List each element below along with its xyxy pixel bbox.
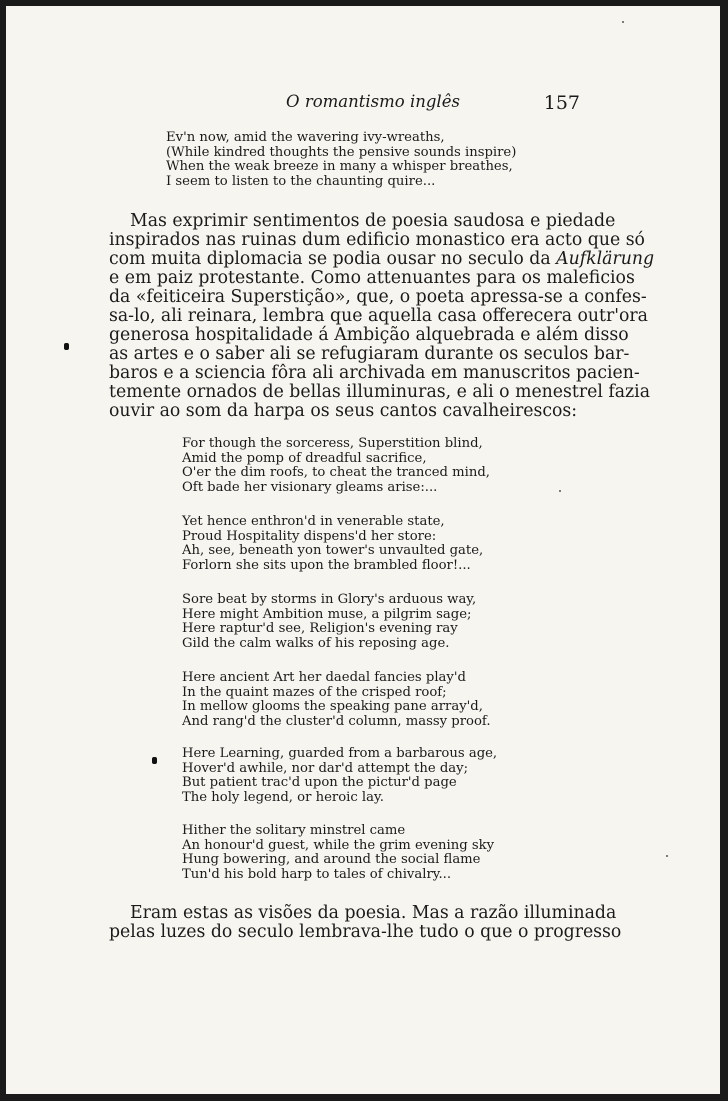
verse-line: For though the sorceress, Superstition blind, bbox=[182, 436, 483, 451]
paragraph-line: inspirados nas ruinas dum edificio monastico era acto que só bbox=[109, 230, 645, 250]
verse-line: The holy legend, or heroic lay. bbox=[182, 789, 384, 805]
paper-speck bbox=[559, 490, 561, 492]
paper-speck bbox=[666, 855, 668, 857]
poem-stanza bbox=[182, 515, 483, 573]
verse-line: Here raptur'd see, Religion's evening ray bbox=[182, 621, 458, 636]
paragraph-2 bbox=[109, 903, 622, 942]
verse-line: Proud Hospitality dispens'd her store: bbox=[182, 528, 437, 544]
verse-line: O'er the dim roofs, to cheat the tranced mind, bbox=[182, 465, 490, 480]
verse-line: Gild the calm walks of his reposing age. bbox=[182, 635, 450, 651]
paper-speck bbox=[622, 21, 624, 23]
paragraph-line: temente ornados de bellas illuminuras, e ali o menestrel fazia bbox=[109, 382, 650, 402]
italic-term: Aufklärung bbox=[556, 249, 655, 269]
ink-blot bbox=[64, 343, 69, 350]
paragraph-1 bbox=[109, 211, 655, 421]
poem-stanza bbox=[182, 747, 497, 805]
verse-line: Here might Ambition muse, a pilgrim sage; bbox=[182, 606, 472, 622]
quote-line: Ev'n now, amid the wavering ivy-wreaths, bbox=[166, 130, 445, 145]
paragraph-line: pelas luzes do seculo lembrava-lhe tudo o que o progresso bbox=[109, 922, 622, 942]
paragraph-line: as artes e o saber ali se refugiaram durante os seculos bar- bbox=[109, 344, 630, 364]
page-number: 157 bbox=[543, 92, 580, 114]
paragraph-line: baros e a sciencia fôra ali archivada em manuscritos pacien- bbox=[109, 363, 640, 383]
verse-line: In mellow glooms the speaking pane array'd, bbox=[182, 699, 483, 714]
running-header bbox=[6, 92, 720, 116]
verse-line: And rang'd the cluster'd column, massy proof. bbox=[182, 713, 491, 729]
poem-stanza bbox=[182, 824, 494, 882]
verse-line: Hover'd awhile, nor dar'd attempt the day; bbox=[182, 760, 469, 776]
verse-line: Forlorn she sits upon the brambled floor!... bbox=[182, 557, 471, 573]
verse-line: An honour'd guest, while the grim evening sky bbox=[182, 837, 495, 853]
verse-line: Amid the pomp of dreadful sacrifice, bbox=[182, 450, 427, 466]
paragraph-line: da «feiticeira Superstição», que, o poeta apressa-se a confes- bbox=[109, 287, 647, 307]
paragraph-line: ouvir ao som da harpa os seus cantos cavalheirescos: bbox=[109, 401, 578, 421]
chapter-title: O romantismo inglês bbox=[286, 92, 460, 111]
poem-stanza bbox=[182, 671, 491, 729]
book-page bbox=[6, 6, 720, 1094]
paragraph-line: Eram estas as visões da poesia. Mas a razão illuminada bbox=[130, 903, 617, 923]
quote-line: When the weak breeze in many a whisper breathes, bbox=[166, 159, 513, 175]
verse-line: Hither the solitary minstrel came bbox=[182, 823, 406, 838]
paragraph-line: Mas exprimir sentimentos de poesia saudosa e piedade bbox=[130, 211, 616, 231]
quote-line: (While kindred thoughts the pensive sounds inspire) bbox=[166, 144, 517, 160]
poem-stanza bbox=[182, 593, 476, 651]
verse-line: Oft bade her visionary gleams arise:... bbox=[182, 479, 438, 495]
verse-line: In the quaint mazes of the crisped roof; bbox=[182, 684, 447, 700]
ink-blot bbox=[152, 757, 157, 764]
verse-line: Tun'd his bold harp to tales of chivalry... bbox=[182, 866, 452, 882]
verse-line: But patient trac'd upon the pictur'd page bbox=[182, 775, 457, 790]
poem-stanza bbox=[182, 437, 490, 495]
verse-line: Here Learning, guarded from a barbarous age, bbox=[182, 746, 498, 761]
paragraph-line: e em paiz protestante. Como attenuantes para os maleficios bbox=[109, 268, 635, 288]
quote-line: I seem to listen to the chaunting quire... bbox=[166, 173, 436, 189]
verse-line: Sore beat by storms in Glory's arduous way, bbox=[182, 592, 477, 607]
opening-quote bbox=[166, 131, 516, 189]
paragraph-line bbox=[109, 249, 655, 269]
verse-line: Here ancient Art her daedal fancies play'd bbox=[182, 670, 466, 685]
paragraph-line: sa-lo, ali reinara, lembra que aquella casa offerecera outr'ora bbox=[109, 306, 648, 326]
verse-line: Hung bowering, and around the social flame bbox=[182, 852, 481, 867]
paragraph-line: generosa hospitalidade á Ambição alquebrada e além disso bbox=[109, 325, 629, 345]
paragraph-line-text: com muita diplomacia se podia ousar no seculo da bbox=[109, 249, 557, 269]
verse-line: Yet hence enthron'd in venerable state, bbox=[182, 514, 445, 529]
verse-line: Ah, see, beneath yon tower's unvaulted gate, bbox=[182, 543, 484, 558]
